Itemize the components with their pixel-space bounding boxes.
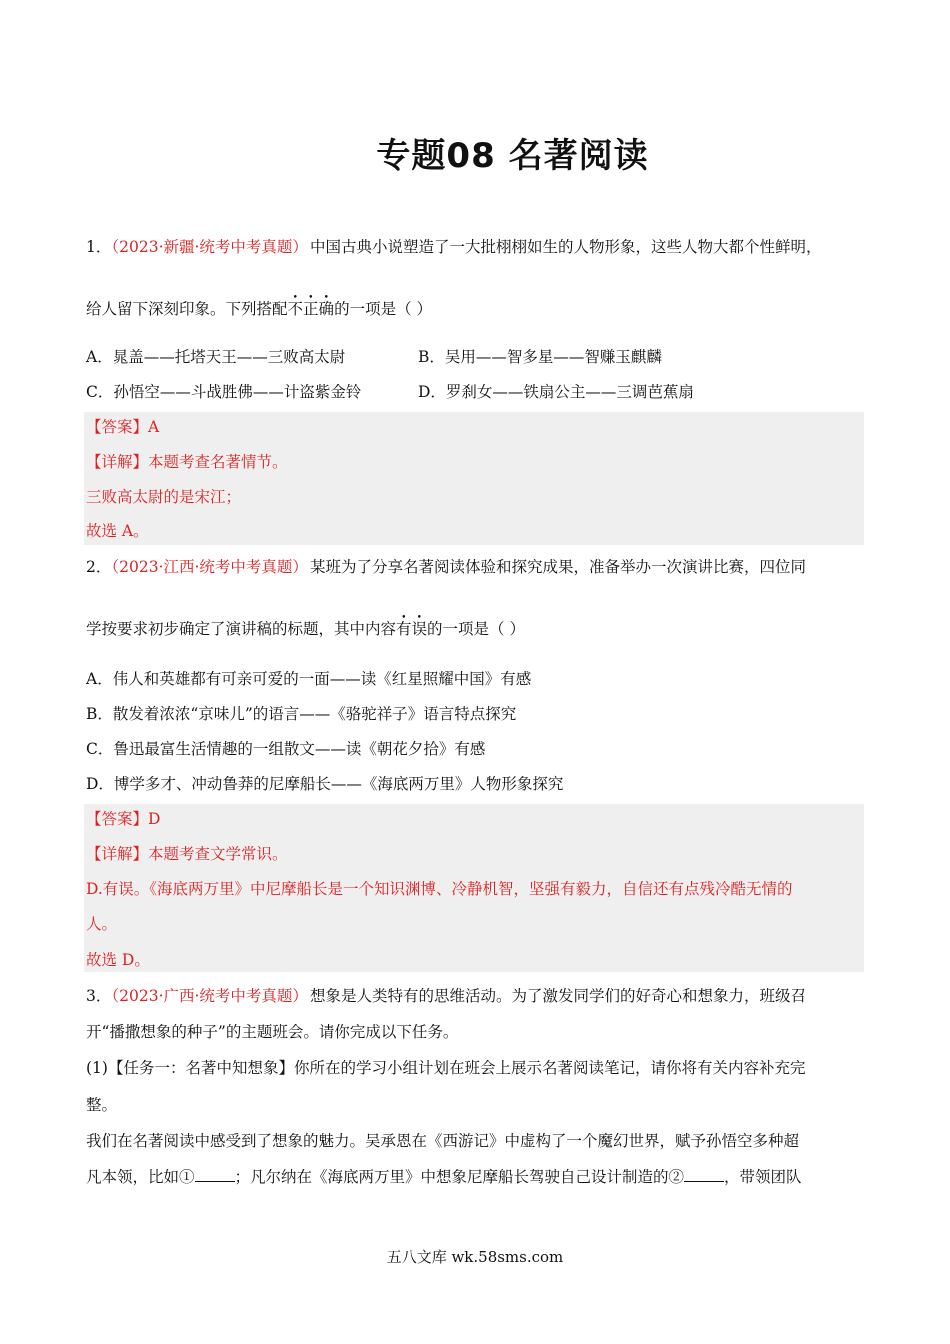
q3-para-mid: ；凡尔纳在《海底两万里》中想象尼摩船长驾驶自己设计制造的② xyxy=(234,1168,685,1186)
q2-explanation-line1: D.有误。《海底两万里》中尼摩船长是一个知识渊博、冷静机智，坚强有毅力，自信还有点残冷酷无情的 xyxy=(86,880,793,898)
q1-emphasis-char: 正 xyxy=(303,300,319,318)
q1-emphasis-char: 不 xyxy=(287,300,304,318)
q2-source: （2023·江西·统考中考真题） xyxy=(111,558,308,576)
q3-source: （2023·广西·统考中考真题） xyxy=(111,987,308,1005)
q2-answer: 【答案】D xyxy=(86,810,161,828)
q1-stem-pre: 给人留下深刻印象。下列搭配 xyxy=(86,300,288,318)
q1-source: （2023·新疆·统考中考真题） xyxy=(111,238,308,256)
q1-number: 1． xyxy=(86,238,112,256)
q1-option-a: A．晁盖——托塔天王——三败高太尉 xyxy=(86,348,346,366)
q3-stem-line1 xyxy=(86,985,806,1007)
q1-answer-box xyxy=(84,412,864,545)
q1-stem-post: 的一项是（ ） xyxy=(334,300,432,318)
q1-emphasis-char: 确 xyxy=(318,300,335,318)
q3-para-post: ，带领团队 xyxy=(724,1168,802,1186)
page-footer: 五八文库 wk.58sms.com xyxy=(386,1248,564,1266)
q2-choice: 故选 D。 xyxy=(86,951,150,969)
q2-stem-line2 xyxy=(86,618,525,640)
q2-emphasis-char: 有 xyxy=(396,620,412,638)
q2-detail: 【详解】本题考查文学常识。 xyxy=(86,845,288,863)
q2-stem-text1: 某班为了分享名著阅读体验和探究成果，准备举办一次演讲比赛，四位同 xyxy=(309,558,806,576)
q1-answer: 【答案】A xyxy=(86,418,160,436)
q2-option-a: A．伟人和英雄都有可亲可爱的一面——读《红星照耀中国》有感 xyxy=(86,670,532,688)
q3-paragraph-line1: 我们在名著阅读中感受到了想象的魅力。吴承恩在《西游记》中虚构了一个魔幻世界，赋予孙悟空多种超 xyxy=(86,1132,800,1150)
q1-option-c: C．孙悟空——斗战胜佛——计盗紫金铃 xyxy=(86,383,362,401)
q2-emphasis-char: 误 xyxy=(411,620,428,638)
q1-option-d: D．罗刹女——铁扇公主——三调芭蕉扇 xyxy=(418,383,694,401)
q2-option-c: C．鲁迅最富生活情趣的一组散文——读《朝花夕拾》有感 xyxy=(86,740,486,758)
q3-paragraph-line2 xyxy=(86,1166,802,1188)
q3-para-pre: 凡本领，比如① xyxy=(86,1168,195,1186)
q2-option-d: D．博学多才、冲动鲁莽的尼摩船长——《海底两万里》人物形象探究 xyxy=(86,775,564,793)
q1-explanation: 三败高太尉的是宋江； xyxy=(86,488,242,506)
page-title: 专题08 名著阅读 xyxy=(376,136,649,176)
q2-option-b: B．散发着浓浓“京味儿”的语言——《骆驼祥子》语言特点探究 xyxy=(86,705,517,723)
q3-stem-line2: 开“播撒想象的种子”的主题班会。请你完成以下任务。 xyxy=(86,1023,459,1041)
q3-task1-line1: (1)【任务一：名著中知想象】你所在的学习小组计划在班会上展示名著阅读笔记，请你将有关内容补充完 xyxy=(86,1059,806,1077)
q2-stem-pre: 学按要求初步确定了演讲稿的标题，其中内容 xyxy=(86,620,397,638)
q1-stem-text1: 中国古典小说塑造了一大批栩栩如生的人物形象，这些人物大都个性鲜明， xyxy=(309,238,822,256)
q2-stem-line1 xyxy=(86,556,806,578)
q1-stem-line2 xyxy=(86,298,432,320)
q2-explanation-line2: 人。 xyxy=(86,915,118,933)
q1-stem-line1 xyxy=(86,236,821,258)
q1-choice: 故选 A。 xyxy=(86,522,149,540)
q3-task1-line2: 整。 xyxy=(86,1096,118,1114)
q3-stem-text1: 想象是人类特有的思维活动。为了激发同学们的好奇心和想象力，班级召 xyxy=(309,987,806,1005)
q3-blank-2[interactable] xyxy=(684,1166,724,1182)
q3-blank-1[interactable] xyxy=(195,1166,235,1182)
q1-option-b: B．吴用——智多星——智赚玉麒麟 xyxy=(418,348,662,366)
q3-number: 3． xyxy=(86,987,112,1005)
q1-detail: 【详解】本题考查名著情节。 xyxy=(86,453,288,471)
q2-number: 2． xyxy=(86,558,112,576)
q2-stem-post: 的一项是（ ） xyxy=(427,620,525,638)
